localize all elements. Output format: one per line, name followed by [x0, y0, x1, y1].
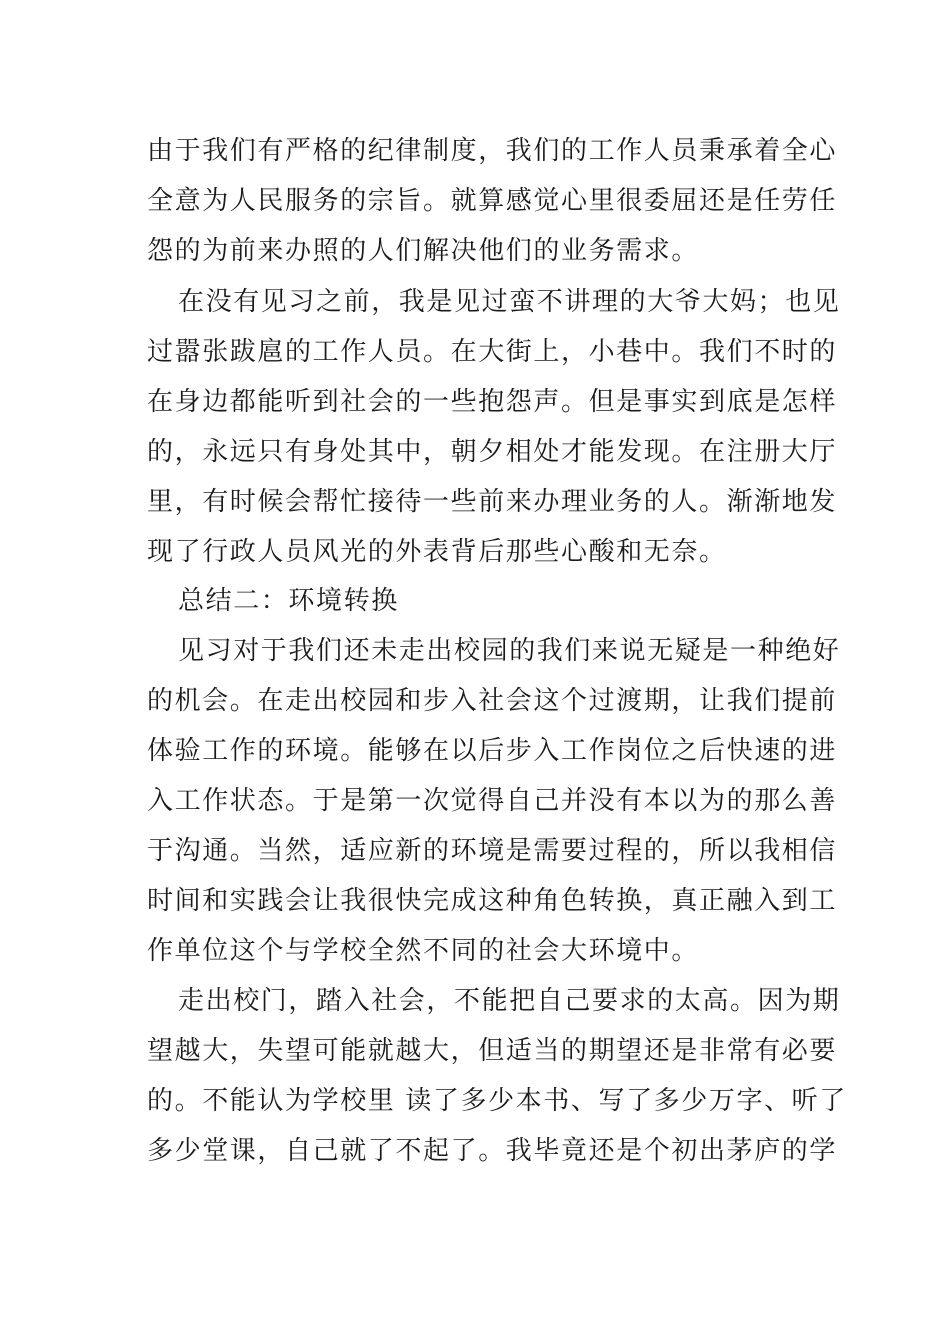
text-line: 怨的为前来办照的人们解决他们的业务需求。 — [147, 236, 700, 266]
text-line: 在没有见习之前，我是见过蛮不讲理的大爷大妈；也见 — [178, 287, 841, 317]
text-line: 的，永远只有身处其中，朝夕相处才能发现。在注册大厅 — [147, 437, 838, 467]
text-line: 全意为人民服务的宗旨。就算感觉心里很委屈还是任劳任 — [147, 186, 838, 216]
text-line: 时间和实践会让我很快完成这种角色转换，真正融入到工 — [147, 886, 838, 916]
text-line: 过嚣张跋扈的工作人员。在大街上，小巷中。我们不时的 — [147, 337, 838, 367]
text-line: 于沟通。当然，适应新的环境是需要过程的，所以我相信 — [147, 836, 838, 866]
text-line: 走出校门，踏入社会，不能把自己要求的太高。因为期 — [178, 986, 841, 1016]
text-line: 望越大，失望可能就越大，但适当的期望还是非常有必要 — [147, 1036, 838, 1066]
text-line: 里，有时候会帮忙接待一些前来办理业务的人。渐渐地发 — [147, 487, 838, 517]
text-line: 作单位这个与学校全然不同的社会大环境中。 — [147, 936, 700, 966]
text-line: 由于我们有严格的纪律制度，我们的工作人员秉承着全心 — [147, 136, 838, 166]
text-line: 入工作状态。于是第一次觉得自己并没有本以为的那么善 — [147, 786, 838, 816]
text-line: 在身边都能听到社会的一些抱怨声。但是事实到底是怎样 — [147, 387, 838, 417]
text-line: 现了行政人员风光的外表背后那些心酸和无奈。 — [147, 537, 727, 567]
text-line: 见习对于我们还未走出校园的我们来说无疑是一种绝好 — [178, 636, 841, 666]
text-line: 的机会。在走出校园和步入社会这个过渡期，让我们提前 — [147, 686, 838, 716]
section-heading: 总结二：环境转换 — [178, 586, 399, 616]
text-line: 的。不能认为学校里 读了多少本书、写了多少万字、听了 — [147, 1086, 847, 1116]
text-line: 多少堂课，自己就了不起了。我毕竟还是个初出茅庐的学 — [147, 1136, 838, 1166]
text-line: 体验工作的环境。能够在以后步入工作岗位之后快速的进 — [147, 736, 838, 766]
